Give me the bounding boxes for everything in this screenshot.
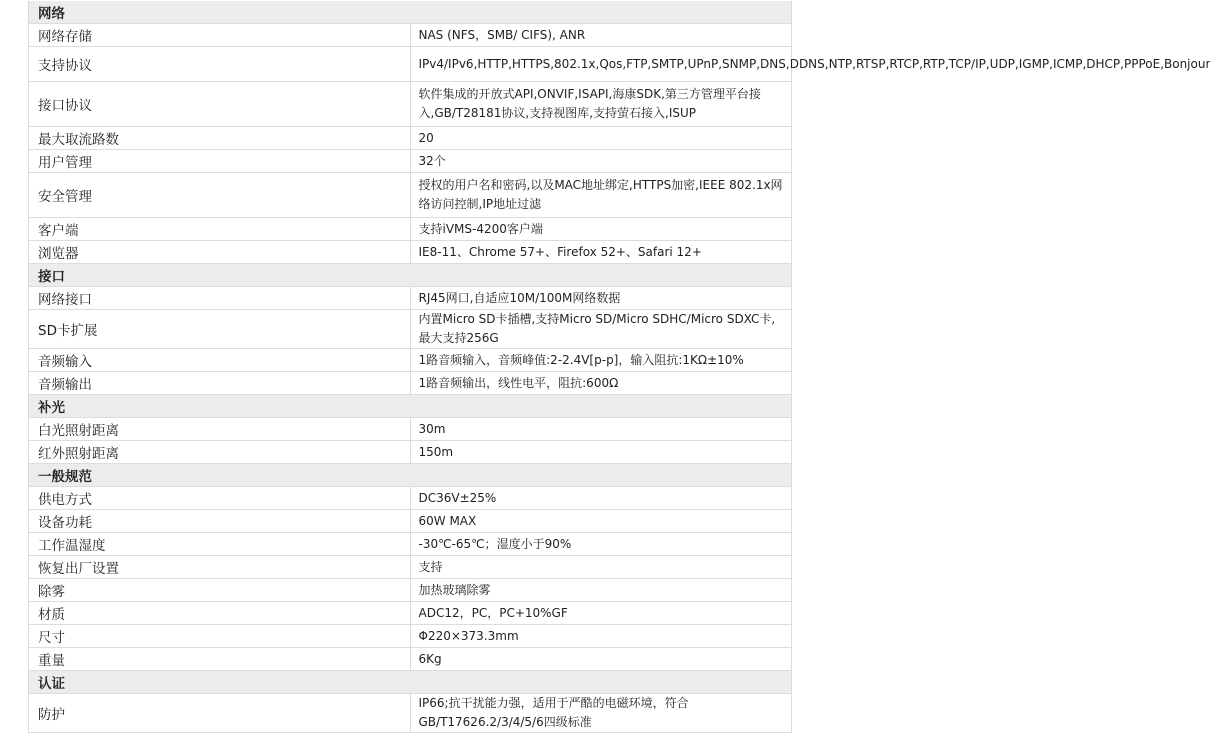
spec-row	[29, 694, 792, 733]
section-title: 接口	[29, 264, 792, 287]
spec-value: 150m	[410, 441, 792, 464]
spec-value: ADC12，PC，PC+10%GF	[410, 602, 792, 625]
spec-value: 支持	[410, 556, 792, 579]
spec-row	[29, 441, 792, 464]
spec-row	[29, 487, 792, 510]
spec-row	[29, 372, 792, 395]
spec-key: 重量	[29, 648, 411, 671]
spec-key: 尺寸	[29, 625, 411, 648]
spec-value: 软件集成的开放式API,ONVIF,ISAPI,海康SDK,第三方管理平台接入,GB/T28181协议,支持视图库,支持萤石接入,ISUP	[410, 82, 792, 127]
spec-value: DC36V±25%	[410, 487, 792, 510]
spec-value: 20	[410, 127, 792, 150]
spec-table	[28, 0, 1210, 733]
spec-value: Φ220×373.3mm	[410, 625, 792, 648]
spec-key: 工作温湿度	[29, 533, 411, 556]
spec-value: 加热玻璃除雾	[410, 579, 792, 602]
section-header	[29, 264, 792, 287]
section-title: 认证	[29, 671, 792, 694]
spec-sheet	[28, 0, 1210, 733]
spec-key: 音频输入	[29, 349, 411, 372]
spec-value: NAS (NFS，SMB/ CIFS), ANR	[410, 24, 792, 47]
spec-value: 支持iVMS-4200客户端	[410, 218, 792, 241]
spec-row	[29, 418, 792, 441]
spec-row	[29, 533, 792, 556]
spec-row	[29, 241, 792, 264]
spec-value: 6Kg	[410, 648, 792, 671]
spec-row	[29, 648, 792, 671]
spec-key: 恢复出厂设置	[29, 556, 411, 579]
spec-key: 防护	[29, 694, 411, 733]
spec-row	[29, 150, 792, 173]
spec-row	[29, 173, 792, 218]
spec-row	[29, 287, 792, 310]
spec-table-body	[29, 1, 1210, 733]
spec-row	[29, 24, 792, 47]
spec-value: -30℃-65℃；湿度小于90%	[410, 533, 792, 556]
spec-key: 设备功耗	[29, 510, 411, 533]
top-edge-mask	[28, 0, 792, 1]
spec-row	[29, 349, 792, 372]
spec-key: 客户端	[29, 218, 411, 241]
spec-key: SD卡扩展	[29, 310, 411, 349]
section-header	[29, 671, 792, 694]
spec-row	[29, 82, 792, 127]
spec-value: 授权的用户名和密码,以及MAC地址绑定,HTTPS加密,IEEE 802.1x网络访问控制,IP地址过滤	[410, 173, 792, 218]
spec-value: IE8-11、Chrome 57+、Firefox 52+、Safari 12+	[410, 241, 792, 264]
spec-key: 用户管理	[29, 150, 411, 173]
spec-key: 供电方式	[29, 487, 411, 510]
spec-row	[29, 310, 792, 349]
spec-value: RJ45网口,自适应10M/100M网络数据	[410, 287, 792, 310]
spec-key: 网络接口	[29, 287, 411, 310]
spec-value: 1路音频输入，音频峰值:2-2.4V[p-p]，输入阻抗:1KΩ±10%	[410, 349, 792, 372]
spec-value: 60W MAX	[410, 510, 792, 533]
spec-row	[29, 579, 792, 602]
spec-key: 音频输出	[29, 372, 411, 395]
spec-key: 除雾	[29, 579, 411, 602]
spec-value: 30m	[410, 418, 792, 441]
spec-key: 网络存储	[29, 24, 411, 47]
section-title: 网络	[29, 1, 792, 24]
section-title: 补光	[29, 395, 792, 418]
spec-row	[29, 625, 792, 648]
spec-key: 红外照射距离	[29, 441, 411, 464]
spec-value: 1路音频输出，线性电平，阻抗:600Ω	[410, 372, 792, 395]
section-title: 一般规范	[29, 464, 792, 487]
spec-value: 32个	[410, 150, 792, 173]
spec-key: 支持协议	[29, 47, 411, 82]
section-header	[29, 464, 792, 487]
spec-row	[29, 127, 792, 150]
spec-key: 材质	[29, 602, 411, 625]
spec-row	[29, 556, 792, 579]
spec-key: 浏览器	[29, 241, 411, 264]
spec-key: 安全管理	[29, 173, 411, 218]
spec-row	[29, 218, 792, 241]
spec-value: IPv4/IPv6,HTTP,HTTPS,802.1x,Qos,FTP,SMTP,UPnP,SNMP,DNS,DDNS,NTP,RTSP,RTCP,RTP,TCP/IP,UDP,IGMP,ICMP,DHCP,PPPoE,Bonjour	[410, 47, 792, 82]
spec-key: 白光照射距离	[29, 418, 411, 441]
section-header	[29, 395, 792, 418]
spec-key: 接口协议	[29, 82, 411, 127]
spec-row	[29, 47, 792, 82]
spec-value: IP66;抗干扰能力强，适用于严酷的电磁环境，符合GB/T17626.2/3/4/5/6四级标准	[410, 694, 792, 733]
spec-key: 最大取流路数	[29, 127, 411, 150]
spec-row	[29, 510, 792, 533]
spec-row	[29, 602, 792, 625]
section-header	[29, 1, 792, 24]
spec-value: 内置Micro SD卡插槽,支持Micro SD/Micro SDHC/Micro SDXC卡,最大支持256G	[410, 310, 792, 349]
